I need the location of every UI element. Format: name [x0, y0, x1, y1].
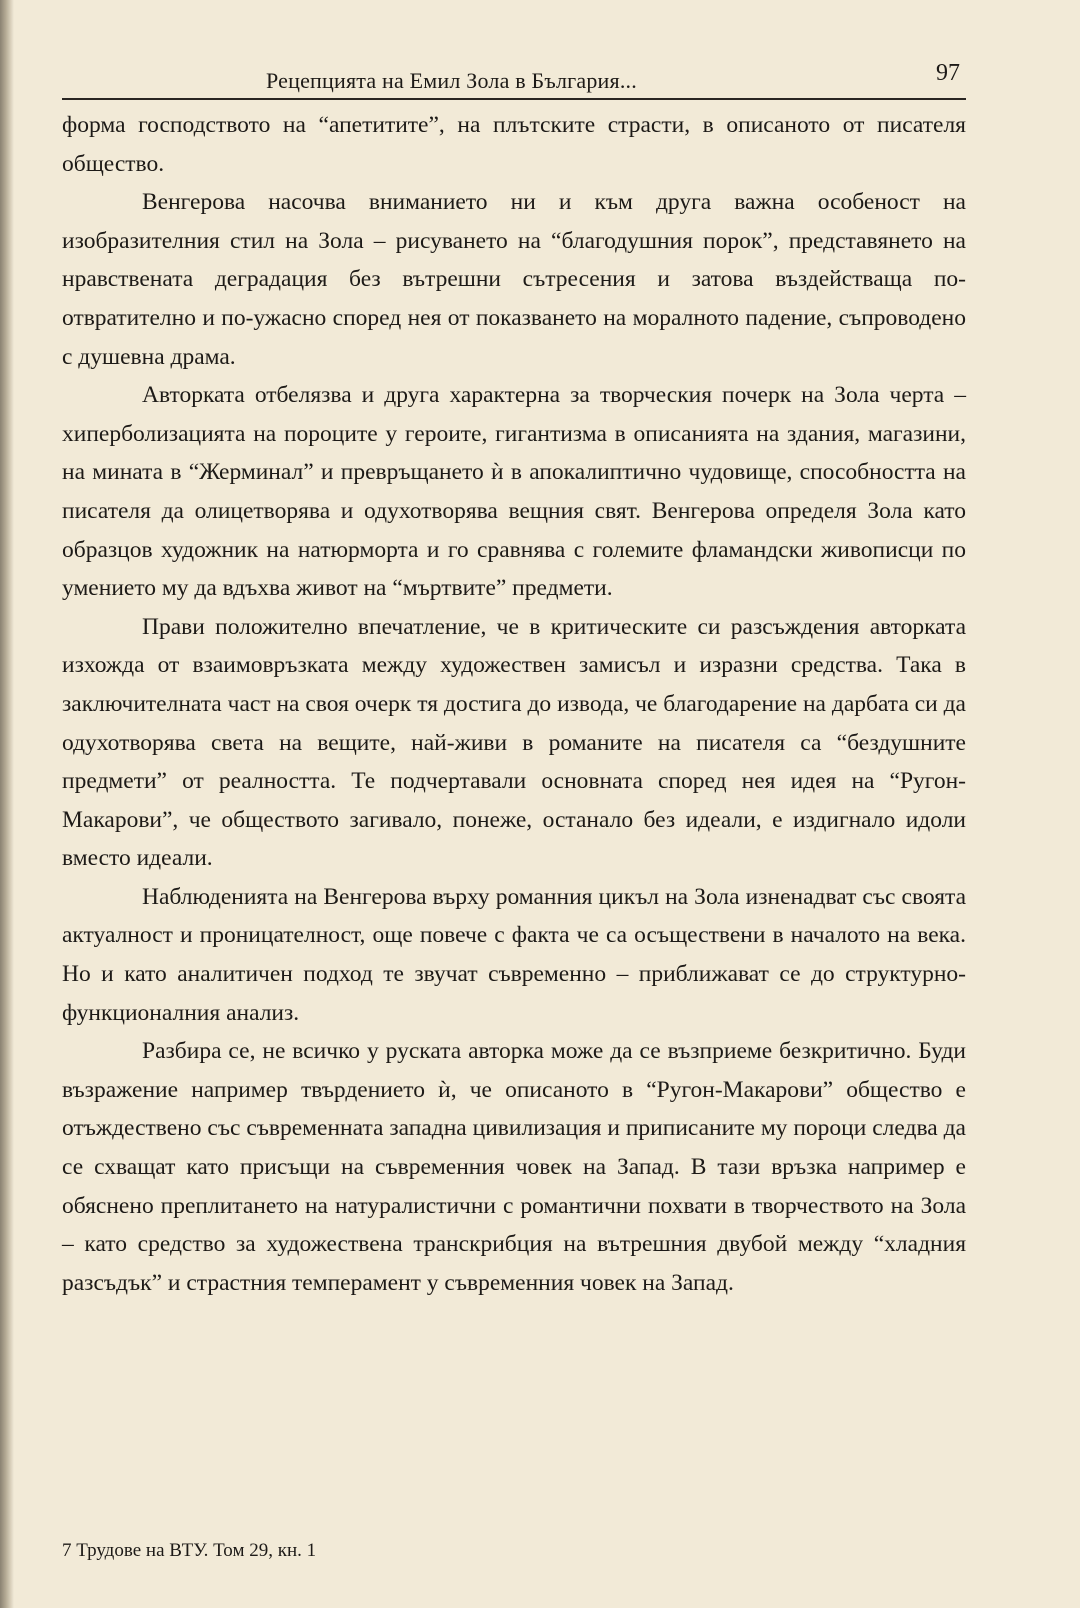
book-page: [62, 0, 966, 1608]
book-spine-shadow: [0, 0, 14, 1608]
paragraph: форма господството на “апетитите”, на плътските страсти, в описаното от писателя общество.: [62, 112, 966, 177]
running-header: [62, 58, 966, 100]
paragraph: Разбира се, не всичко у руската авторка може да се възприеме безкритично. Буди възражение например твърдението ѝ, че описаното в “Ругон-Макарови” общество е отъждествено със съвременната западна цивилизация и приписаните му пороци следва да се схващат като присъщи на съвременния човек на Запад. В тази връзка например е обяснено преплитането на натуралистични с романтични похвати в творчеството на Зола – като средство за художествена транскрибция на вътрешния двубой между “хладния разсъдък” и страстния темперамент у съвременния човек на Запад.: [62, 1038, 966, 1296]
paragraph: Наблюденията на Венгерова върху романния цикъл на Зола изненадват със своята актуалност и проницателност, още повече с факта че са осъществени в началото на века. Но и като аналитичен подход те звучат съвременно – приближават се до структурно-функционалния анализ.: [62, 883, 966, 1026]
page-number: 97: [936, 60, 960, 86]
running-title: Рецепцията на Емил Зола в България...: [266, 68, 637, 93]
signature-footer: 7 Трудове на ВТУ. Том 29, кн. 1: [62, 1540, 317, 1561]
body-text: [62, 106, 966, 1302]
paragraph: Венгерова насочва вниманието ни и към друга важна особеност на изобразителния стил на Зола – рисуването на “благодушния порок”, представянето на нравствената деградация без вътрешни сътресения и затова въздействаща по-отвратително и по-ужасно според нея от показването на моралното падение, съпроводено с душевна драма.: [62, 189, 966, 370]
paragraph: Авторката отбелязва и друга характерна за творческия почерк на Зола черта – хиперболизацията на пороците у героите, гигантизма в описанията на здания, магазини, на мината в “Жерминал” и превръщането ѝ в апокалиптично чудовище, способността на писателя да олицетворява и одухотворява вещния свят. Венгерова определя Зола като образцов художник на натюрморта и го сравнява с големите фламандски живописци по умението му да вдъхва живот на “мъртвите” предмети.: [62, 382, 966, 602]
paragraph: Прави положително впечатление, че в критическите си разсъждения авторката изхожда от взаимовръзката между художествен замисъл и изразни средства. Така в заключителната част на своя очерк тя достига до извода, че благодарение на дарбата си да одухотворява света на вещите, най-живи в романите на писателя са “бездушните предмети” от реалността. Те подчертавали основната според нея идея на “Ругон-Макарови”, че обществото загивало, понеже, останало без идеали, е издигнало идоли вместо идеали.: [62, 613, 966, 872]
